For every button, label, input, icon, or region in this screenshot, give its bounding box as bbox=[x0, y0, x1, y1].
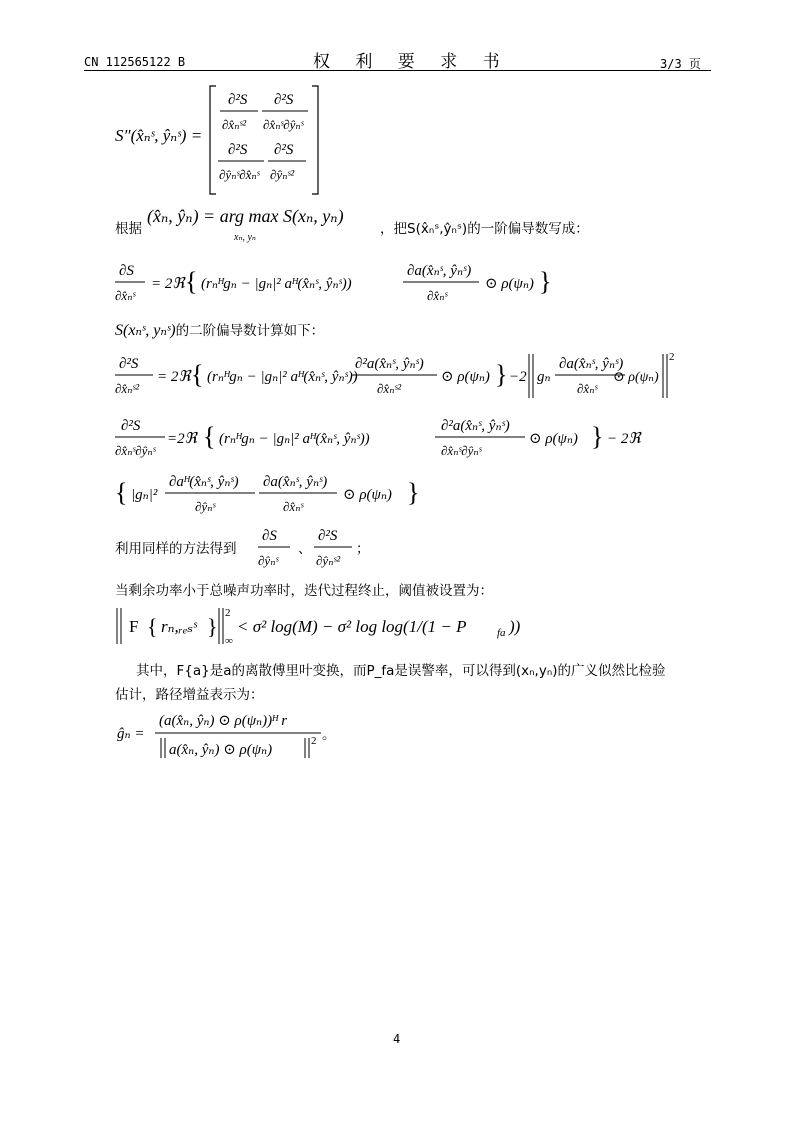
page-number: 4 bbox=[393, 1032, 401, 1046]
svg-text:∂S: ∂S bbox=[262, 528, 277, 544]
svg-text:∂²S: ∂²S bbox=[274, 92, 294, 108]
svg-text:ĝₙ =: ĝₙ = bbox=[117, 726, 145, 742]
hessian-matrix bbox=[208, 84, 320, 196]
svg-text:gₙ: gₙ bbox=[537, 369, 551, 385]
svg-text:∂ŷₙˢ²: ∂ŷₙˢ² bbox=[270, 167, 295, 182]
svg-text:∂²a(x̂ₙˢ, ŷₙˢ): ∂²a(x̂ₙˢ, ŷₙˢ) bbox=[355, 356, 424, 372]
svg-text:∂x̂ₙˢ²: ∂x̂ₙˢ² bbox=[222, 117, 247, 132]
svg-text:⊙ ρ(ψₙ): ⊙ ρ(ψₙ) bbox=[343, 487, 392, 503]
text-separator: 、 bbox=[298, 541, 312, 557]
svg-text:{: { bbox=[147, 614, 158, 639]
svg-text:{: { bbox=[191, 360, 204, 389]
first-derivative-formula bbox=[115, 258, 555, 308]
svg-text:∂²S: ∂²S bbox=[228, 142, 248, 158]
svg-text:∂ŷₙˢ²: ∂ŷₙˢ² bbox=[316, 553, 341, 568]
svg-text:∂x̂ₙˢ∂ŷₙˢ: ∂x̂ₙˢ∂ŷₙˢ bbox=[115, 443, 156, 458]
svg-text:2: 2 bbox=[311, 735, 317, 747]
paragraph-threshold: 当剩余功率小于总噪声功率时，迭代过程终止，阈值被设置为： bbox=[115, 583, 493, 599]
svg-text:∂x̂ₙˢ∂ŷₙˢ: ∂x̂ₙˢ∂ŷₙˢ bbox=[441, 443, 482, 458]
svg-text:2: 2 bbox=[669, 351, 675, 363]
svg-text:∞: ∞ bbox=[225, 635, 233, 647]
svg-text:{: { bbox=[185, 267, 198, 296]
svg-text:∂x̂ₙˢ: ∂x̂ₙˢ bbox=[115, 288, 136, 303]
s-term: S(xₙˢ, yₙˢ) bbox=[115, 322, 176, 339]
svg-text:−2: −2 bbox=[509, 369, 527, 385]
paragraph-second-derivative bbox=[115, 322, 324, 340]
svg-text:∂²S: ∂²S bbox=[318, 528, 338, 544]
svg-text:(rₙᴴgₙ − |gₙ|² aᴴ(x̂ₙˢ, ŷₙˢ)): (rₙᴴgₙ − |gₙ|² aᴴ(x̂ₙˢ, ŷₙˢ)) bbox=[201, 276, 352, 292]
svg-text:)): )) bbox=[509, 617, 521, 636]
svg-text:rₙ,ᵣₑₛˢ: rₙ,ᵣₑₛˢ bbox=[161, 617, 197, 636]
svg-text:∂²a(x̂ₙˢ, ŷₙˢ): ∂²a(x̂ₙˢ, ŷₙˢ) bbox=[441, 418, 510, 434]
svg-text:=2ℜ: =2ℜ bbox=[167, 431, 197, 447]
svg-text:∂x̂ₙˢ: ∂x̂ₙˢ bbox=[283, 499, 304, 514]
dS-dy-fraction bbox=[256, 524, 296, 570]
svg-text:< σ² log(M) − σ² log log(1/(1: < σ² log(M) − σ² log log(1/(1 − P bbox=[237, 617, 467, 636]
text-suffix: ，把S(x̂ₙˢ,ŷₙˢ)的一阶偏导数写成： bbox=[380, 221, 589, 237]
svg-text:(a(x̂ₙ, ŷₙ) ⊙ ρ(ψₙ))ᴴ r: (a(x̂ₙ, ŷₙ) ⊙ ρ(ψₙ))ᴴ r bbox=[159, 713, 288, 729]
svg-text:− 2ℜ: − 2ℜ bbox=[607, 431, 641, 447]
svg-text:∂x̂ₙˢ²: ∂x̂ₙˢ² bbox=[377, 381, 402, 396]
paragraph-explanation-line2: 估计，路径增益表示为： bbox=[115, 687, 264, 703]
svg-text:⊙ ρ(ψₙ): ⊙ ρ(ψₙ) bbox=[613, 370, 659, 385]
page-title: 权 利 要 求 书 bbox=[313, 52, 510, 72]
svg-text:∂a(x̂ₙˢ, ŷₙˢ): ∂a(x̂ₙˢ, ŷₙˢ) bbox=[407, 263, 472, 279]
svg-text:{: { bbox=[203, 422, 216, 451]
hessian-lhs: S″(x̂ₙˢ, ŷₙˢ) = bbox=[115, 126, 203, 145]
svg-text:= 2ℜ: = 2ℜ bbox=[151, 276, 185, 292]
text-prefix: 根据 bbox=[115, 221, 142, 237]
threshold-formula bbox=[115, 604, 525, 648]
paragraph-explanation-line1: 其中，F{a}是a的离散傅里叶变换，而P_fa是误警率，可以得到(xₙ,yₙ)的广义似然比检验 bbox=[136, 663, 666, 679]
svg-text:|gₙ|²: |gₙ|² bbox=[131, 487, 158, 503]
svg-text:⊙ ρ(ψₙ): ⊙ ρ(ψₙ) bbox=[441, 369, 490, 385]
final-period: 。 bbox=[322, 727, 336, 743]
svg-text:∂ŷₙˢ∂x̂ₙˢ: ∂ŷₙˢ∂x̂ₙˢ bbox=[219, 167, 260, 182]
svg-text:∂aᴴ(x̂ₙˢ, ŷₙˢ): ∂aᴴ(x̂ₙˢ, ŷₙˢ) bbox=[169, 474, 239, 490]
svg-text:2: 2 bbox=[225, 607, 231, 619]
svg-text:fa: fa bbox=[497, 627, 506, 639]
svg-text:(rₙᴴgₙ − |gₙ|² aᴴ(x̂ₙˢ, ŷₙˢ)): (rₙᴴgₙ − |gₙ|² aᴴ(x̂ₙˢ, ŷₙˢ)) bbox=[219, 431, 370, 447]
svg-text:∂ŷₙˢ: ∂ŷₙˢ bbox=[195, 499, 216, 514]
text-suffix: 的二阶偏导数计算如下： bbox=[175, 323, 325, 339]
svg-text:(rₙᴴgₙ − |gₙ|² aᴴ(x̂ₙˢ, ŷₙˢ)): (rₙᴴgₙ − |gₙ|² aᴴ(x̂ₙˢ, ŷₙˢ)) bbox=[207, 369, 358, 385]
svg-text:= 2ℜ: = 2ℜ bbox=[157, 369, 191, 385]
svg-text:}: } bbox=[539, 267, 552, 296]
svg-text:}: } bbox=[407, 478, 420, 507]
argmax-subscript: xₙ, yₙ bbox=[234, 232, 256, 243]
second-derivative-xy-formula bbox=[115, 412, 675, 466]
svg-text:∂x̂ₙˢ²: ∂x̂ₙˢ² bbox=[115, 381, 140, 396]
svg-text:∂S: ∂S bbox=[119, 263, 134, 279]
svg-text:a(x̂ₙ, ŷₙ) ⊙ ρ(ψₙ): a(x̂ₙ, ŷₙ) ⊙ ρ(ψₙ) bbox=[169, 742, 273, 758]
svg-text:⊙ ρ(ψₙ): ⊙ ρ(ψₙ) bbox=[529, 431, 578, 447]
svg-text:F: F bbox=[129, 617, 139, 636]
svg-text:∂²S: ∂²S bbox=[121, 418, 141, 434]
document-number: CN 112565122 B bbox=[84, 55, 186, 69]
d2S-dy2-fraction bbox=[312, 524, 356, 570]
hessian-formula bbox=[115, 84, 330, 196]
svg-text:∂a(x̂ₙˢ, ŷₙˢ): ∂a(x̂ₙˢ, ŷₙˢ) bbox=[263, 474, 328, 490]
paragraph-argmax bbox=[115, 220, 142, 238]
second-derivative-xy-formula-cont bbox=[115, 468, 445, 522]
svg-text:{: { bbox=[115, 478, 128, 507]
svg-text:∂x̂ₙˢ: ∂x̂ₙˢ bbox=[427, 288, 448, 303]
svg-text:}: } bbox=[495, 360, 508, 389]
text-end: ； bbox=[356, 541, 370, 557]
header-rule bbox=[84, 70, 711, 71]
svg-text:∂ŷₙˢ: ∂ŷₙˢ bbox=[258, 553, 279, 568]
page-indicator: 3/3 页 bbox=[660, 57, 701, 71]
second-derivative-xx-formula bbox=[115, 350, 675, 404]
svg-text:}: } bbox=[591, 422, 604, 451]
svg-text:∂x̂ₙˢ∂ŷₙˢ: ∂x̂ₙˢ∂ŷₙˢ bbox=[263, 117, 304, 132]
svg-text:∂a(x̂ₙˢ, ŷₙˢ): ∂a(x̂ₙˢ, ŷₙˢ) bbox=[559, 356, 624, 372]
svg-text:∂x̂ₙˢ: ∂x̂ₙˢ bbox=[577, 381, 598, 396]
svg-text:∂²S: ∂²S bbox=[228, 92, 248, 108]
svg-text:}: } bbox=[207, 614, 218, 639]
svg-text:∂²S: ∂²S bbox=[119, 356, 139, 372]
svg-text:∂²S: ∂²S bbox=[274, 142, 294, 158]
text-prefix-same-method: 利用同样的方法得到 bbox=[115, 541, 237, 557]
svg-text:⊙ ρ(ψₙ): ⊙ ρ(ψₙ) bbox=[485, 276, 534, 292]
argmax-formula: (x̂ₙ, ŷₙ) = arg max S(xₙ, yₙ) bbox=[147, 206, 344, 226]
